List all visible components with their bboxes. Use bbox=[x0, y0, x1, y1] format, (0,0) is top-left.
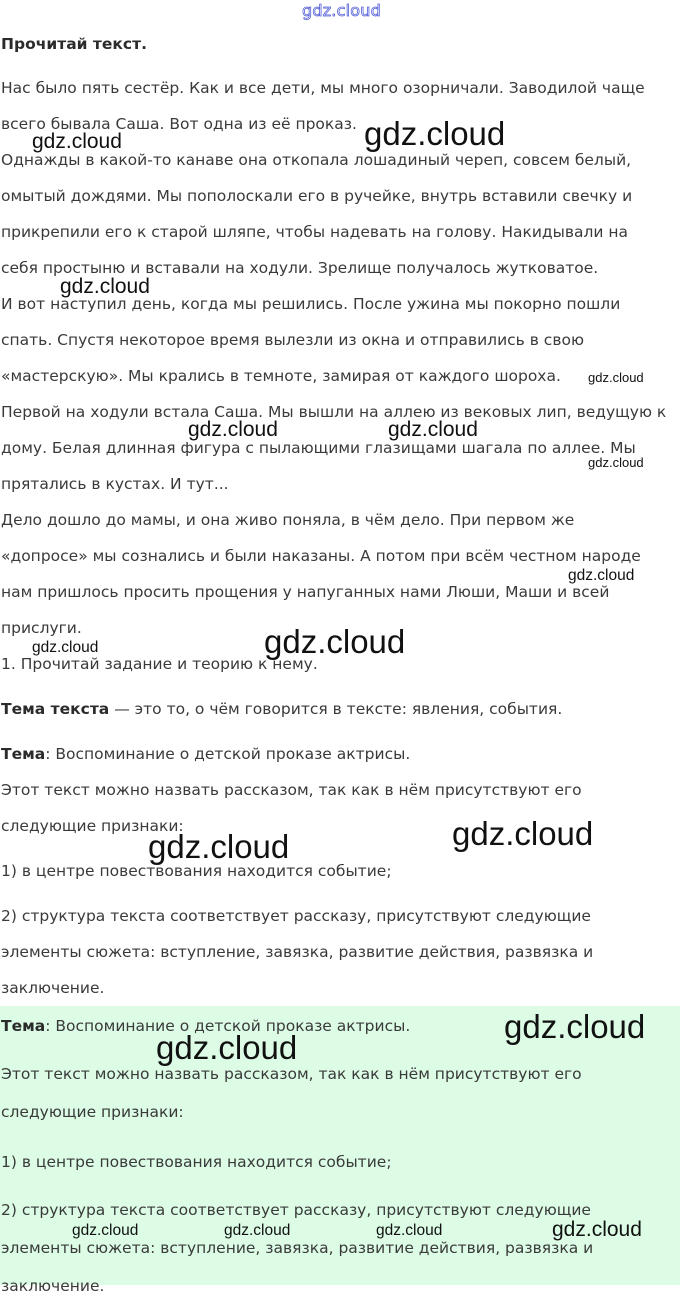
highlight-line: следующие признаки: bbox=[1, 1103, 184, 1121]
story-line: Нас было пять сестёр. Как и все дети, мы много озорничали. Заводилой чаще bbox=[1, 79, 645, 97]
story-line: дому. Белая длинная фигура с пылающими глазищами шагала по аллее. Мы bbox=[1, 439, 636, 457]
watermark: gdz.cloud bbox=[568, 567, 635, 584]
answer-line: Этот текст можно назвать рассказом, так как в нём присутствуют его bbox=[1, 781, 582, 799]
watermark: gdz.cloud bbox=[588, 370, 644, 385]
watermark: gdz.cloud bbox=[60, 275, 150, 298]
answer-topic-label: Тема bbox=[1, 745, 46, 763]
story-line: нам пришлось просить прощения у напуганных нами Люши, Маши и всей bbox=[1, 583, 610, 601]
watermark: gdz.cloud bbox=[188, 418, 278, 441]
answer-item: 1) в центре повествования находится событие; bbox=[1, 862, 392, 880]
watermark: gdz.cloud bbox=[264, 623, 406, 660]
story-line: «мастерскую». Мы крались в темноте, замирая от каждого шороха. bbox=[1, 367, 561, 385]
watermark: gdz.cloud bbox=[32, 639, 99, 656]
watermark: gdz.cloud bbox=[552, 1218, 642, 1241]
highlight-item: 1) в центре повествования находится событие; bbox=[1, 1153, 392, 1171]
watermark: gdz.cloud bbox=[72, 1222, 139, 1239]
task-instruction: 1. Прочитай задание и теорию к нему. bbox=[1, 655, 318, 673]
story-line: И вот наступил день, когда мы решились. После ужина мы покорно пошли bbox=[1, 295, 621, 313]
highlight-topic-text: : Воспоминание о детской проказе актрисы. bbox=[45, 1017, 411, 1035]
story-line: спать. Спустя некоторое время вылезли из окна и отправились в свою bbox=[1, 331, 584, 349]
answer-line: следующие признаки: bbox=[1, 817, 184, 835]
story-line: Однажды в какой-то канаве она откопала лошадиный череп, совсем белый, bbox=[1, 151, 632, 169]
story-line: прислуги. bbox=[1, 619, 82, 637]
watermark-top: gdz.cloud bbox=[302, 1, 381, 20]
watermark: gdz.cloud bbox=[156, 1029, 298, 1066]
answer-topic-text: : Воспоминание о детской проказе актрисы. bbox=[45, 745, 411, 763]
answer-topic bbox=[1, 744, 410, 764]
story-line: прятались в кустах. И тут... bbox=[1, 475, 229, 493]
story-line: прикрепили его к старой шляпе, чтобы надевать на голову. Накидывали на bbox=[1, 223, 629, 241]
story-line: Дело дошло до мамы, и она живо поняла, в чём дело. При первом же bbox=[1, 511, 575, 529]
watermark: gdz.cloud bbox=[32, 130, 122, 153]
highlight-item: 2) структура текста соответствует рассказу, присутствуют следующие bbox=[1, 1201, 591, 1219]
watermark: gdz.cloud bbox=[376, 1222, 443, 1239]
story-line: себя простыню и вставали на ходули. Зрелище получалось жутковатое. bbox=[1, 259, 599, 277]
watermark: gdz.cloud bbox=[364, 115, 506, 152]
watermark: gdz.cloud bbox=[224, 1222, 291, 1239]
theory-text: — это то, о чём говорится в тексте: явления, события. bbox=[109, 700, 563, 718]
answer-item: элементы сюжета: вступление, завязка, развитие действия, развязка и bbox=[1, 943, 594, 961]
theory-term: Тема текста bbox=[1, 700, 110, 718]
theory-definition bbox=[1, 699, 562, 719]
watermark: gdz.cloud bbox=[452, 815, 594, 852]
highlight-item: заключение. bbox=[1, 1277, 105, 1295]
highlight-line: Этот текст можно назвать рассказом, так как в нём присутствуют его bbox=[1, 1065, 582, 1083]
story-line: омытый дождями. Мы пополоскали его в ручейке, внутрь вставили свечку и bbox=[1, 187, 633, 205]
highlight-topic-label: Тема bbox=[1, 1017, 46, 1035]
watermark: gdz.cloud bbox=[148, 828, 290, 865]
heading: Прочитай текст. bbox=[1, 35, 147, 53]
answer-item: 2) структура текста соответствует рассказу, присутствуют следующие bbox=[1, 907, 591, 925]
watermark: gdz.cloud bbox=[388, 418, 478, 441]
watermark: gdz.cloud bbox=[504, 1008, 646, 1045]
answer-item: заключение. bbox=[1, 979, 105, 997]
story-line: всего бывала Саша. Вот одна из её проказ. bbox=[1, 115, 357, 133]
story-line: «допросе» мы сознались и были наказаны. А потом при всём честном народе bbox=[1, 547, 641, 565]
story-line: Первой на ходули встала Саша. Мы вышли на аллею из вековых лип, ведущую к bbox=[1, 403, 667, 421]
highlight-item: элементы сюжета: вступление, завязка, развитие действия, развязка и bbox=[1, 1239, 594, 1257]
watermark: gdz.cloud bbox=[588, 455, 644, 470]
